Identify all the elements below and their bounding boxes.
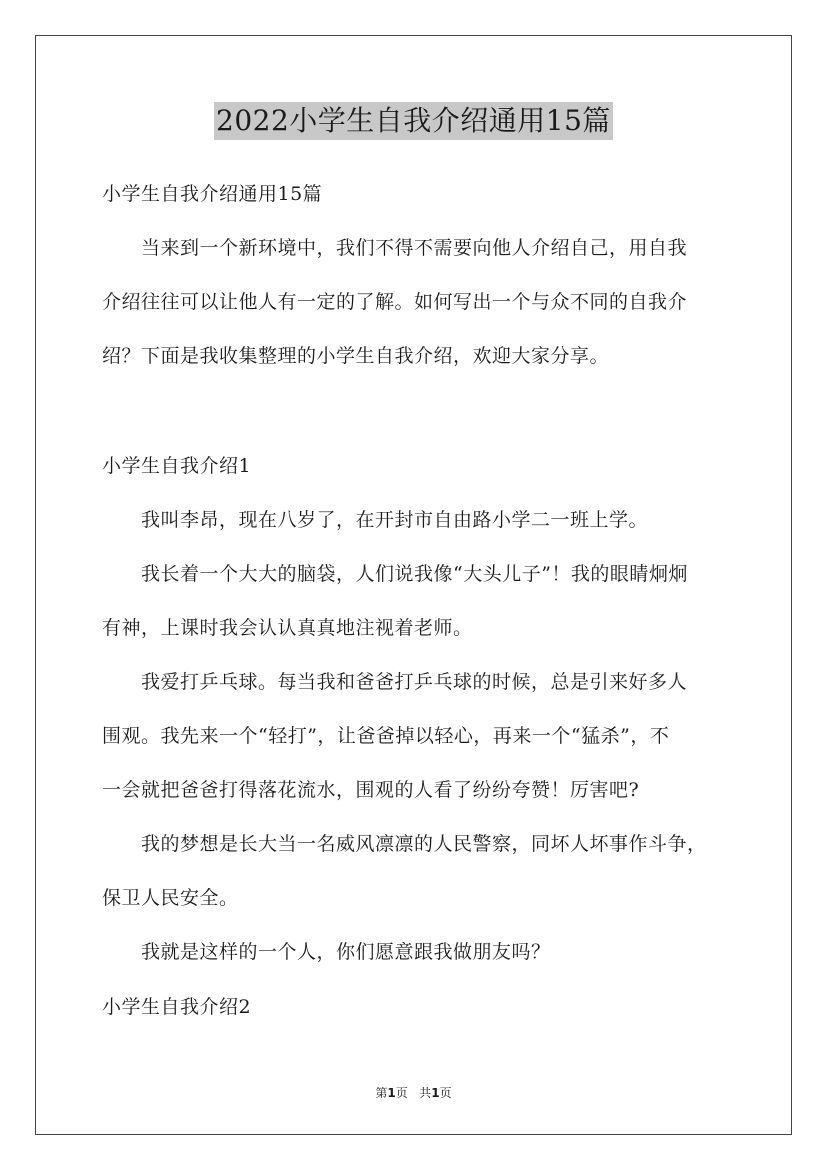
title-container — [0, 102, 827, 140]
paragraph-line: 我就是这样的一个人，你们愿意跟我做朋友吗？ — [141, 941, 551, 963]
paragraph-line: 围观。我先来一个“轻打”，让爸爸掉以轻心，再来一个“猛杀”，不 — [102, 725, 670, 747]
total-suffix: 页 — [439, 1086, 452, 1100]
paragraph-line: 绍？下面是我收集整理的小学生自我介绍，欢迎大家分享。 — [102, 345, 610, 367]
page-number: 1 — [387, 1086, 396, 1100]
subtitle-heading: 小学生自我介绍通用15篇 — [102, 183, 323, 205]
total-prefix: 共 — [419, 1086, 432, 1100]
total-pages: 1 — [431, 1086, 440, 1100]
paragraph-line: 有神，上课时我会认认真真地注视着老师。 — [102, 617, 473, 639]
page-prefix: 第 — [375, 1086, 388, 1100]
page-footer — [0, 1084, 827, 1101]
paragraph-line: 我长着一个大大的脑袋，人们说我像“大头儿子”！我的眼睛炯炯 — [141, 563, 688, 585]
paragraph-line: 我爱打乒乓球。每当我和爸爸打乒乓球的时候，总是引来好多人 — [141, 671, 688, 693]
paragraph-line: 保卫人民安全。 — [102, 887, 239, 909]
paragraph-line: 当来到一个新环境中，我们不得不需要向他人介绍自己，用自我 — [141, 237, 688, 259]
paragraph-line: 我的梦想是长大当一名威风凛凛的人民警察，同坏人坏事作斗争， — [141, 833, 707, 855]
document-title: 2022小学生自我介绍通用15篇 — [214, 102, 613, 140]
section-heading: 小学生自我介绍2 — [102, 996, 252, 1018]
page-suffix: 页 — [395, 1086, 408, 1100]
paragraph-line: 一会就把爸爸打得落花流水，围观的人看了纷纷夸赞！厉害吧? — [102, 779, 640, 801]
section-heading: 小学生自我介绍1 — [102, 455, 252, 477]
paragraph-line: 介绍往往可以让他人有一定的了解。如何写出一个与众不同的自我介 — [102, 291, 688, 313]
paragraph-line: 我叫李昂，现在八岁了，在开封市自由路小学二一班上学。 — [141, 509, 649, 531]
